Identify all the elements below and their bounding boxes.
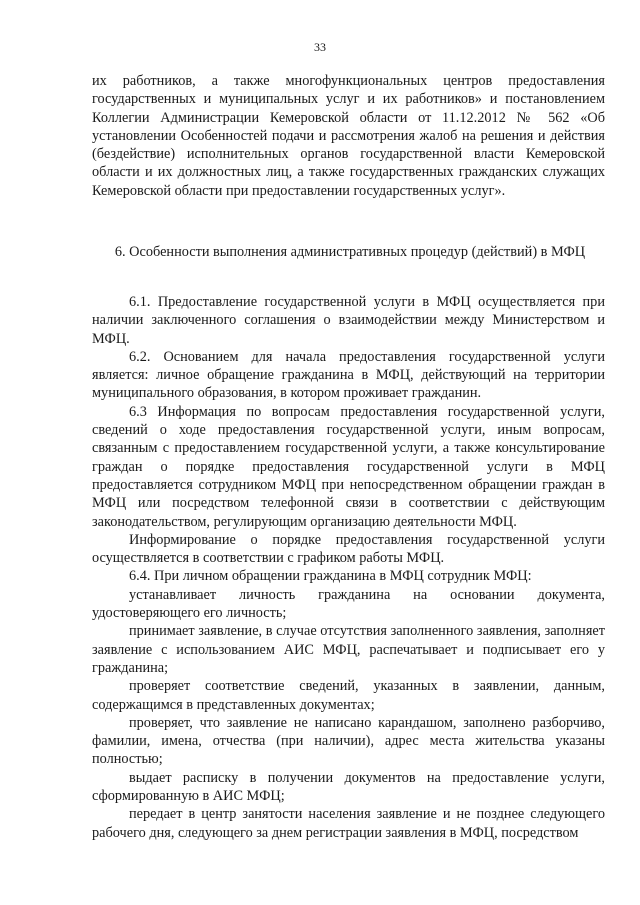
section-heading: 6. Особенности выполнения административных процедур (действий) в МФЦ (114, 244, 586, 260)
list-item-accept-application: принимает заявление, в случае отсутствия заполненного заявления, заполняет заявление с использованием АИС МФЦ, распечатывает и подписывает его у гражданина; (92, 623, 605, 676)
paragraph-6-3: 6.3 Информация по вопросам предоставления государственной услуги, сведений о ходе предоставления государственной услуги, иным вопросам, связанным с предоставлением государственной услуги, а также консультирование граждан о порядке предоставления государственной услуги в МФЦ предоставляется сотрудником МФЦ при непосредственном обращении граждан в МФЦ или посредством телефонной связи в соответствии с действующим законодательством, регулирующим организацию деятельности МФЦ. (92, 403, 605, 530)
list-item-check-form: проверяет, что заявление не написано карандашом, заполнено разборчиво, фамилии, имена, отчества (при наличии), адрес места жительства указаны полностью; (92, 714, 605, 768)
list-item-transfer: передает в центр занятости населения заявление и не позднее следующего рабочего дня, следующего за днем регистрации заявления в МФЦ, посредством (92, 806, 605, 841)
page-number: 33 (314, 40, 326, 54)
paragraph-6-4: 6.4. При личном обращении гражданина в МФЦ сотрудник МФЦ: (129, 568, 532, 585)
section-body (92, 293, 605, 842)
list-item-issue-receipt: выдает расписку в получении документов на предоставление услуги, сформированную в АИС МФЦ; (92, 769, 605, 805)
paragraph-6-2: 6.2. Основанием для начала предоставления государственной услуги является: личное обращение гражданина в МФЦ, действующий на территории муниципального образования, в котором проживает гражданин. (92, 348, 605, 402)
intro-paragraph: их работников, а также многофункциональных центров предоставления государственных и муниципальных услуг и их работников» и постановлением Коллегии Администрации Кемеровской области от 11.12.2012 № 562 «Об установлении Особенностей подачи и рассмотрения жалоб на решения и действия (бездействие) исполнительных органов государственной власти Кемеровской области и их должностных лиц, а также государственных гражданских служащих Кемеровской области при предоставлении государственных услуг». (92, 73, 605, 199)
paragraph-6-1: 6.1. Предоставление государственной услуги в МФЦ осуществляется при наличии заключенного соглашения о взаимодействии между Министерством и МФЦ. (92, 294, 605, 347)
intro-block (92, 72, 605, 200)
list-item-check-data: проверяет соответствие сведений, указанных в заявлении, данным, содержащимся в представленных документах; (92, 678, 605, 713)
list-item-identity: устанавливает личность гражданина на основании документа, удостоверяющего его личность; (92, 586, 605, 622)
paragraph-informing: Информирование о порядке предоставления государственной услуги осуществляется в соответствии с графиком работы МФЦ. (92, 531, 605, 567)
